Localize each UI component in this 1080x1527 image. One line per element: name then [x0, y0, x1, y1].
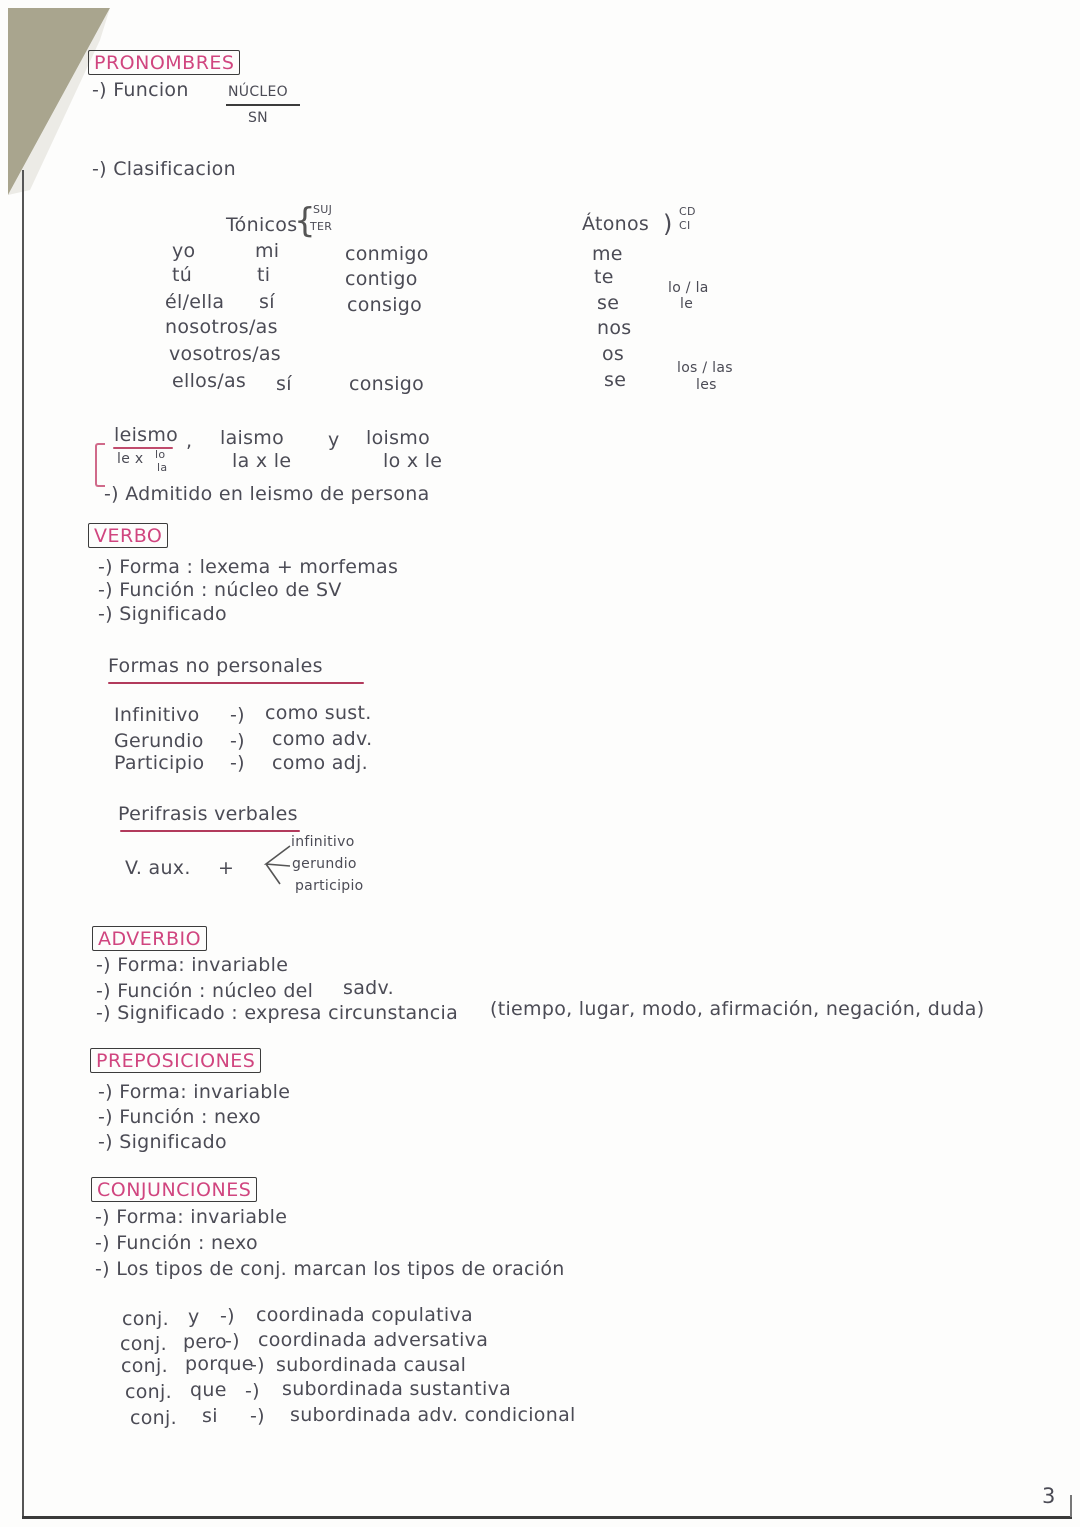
conj-word: que: [190, 1379, 227, 1401]
perifrasis-option: infinitivo: [291, 834, 355, 850]
atonos-3pl-ci: les: [696, 377, 717, 393]
section-title-adverbio: ADVERBIO: [92, 926, 207, 951]
conj-type: coordinada adversativa: [258, 1329, 489, 1351]
verbo-item: -) Función : núcleo de SV: [98, 579, 342, 601]
arrow-icon: -): [250, 1405, 265, 1427]
tonicos-cell: ti: [257, 264, 271, 286]
fraction-line: [226, 104, 300, 106]
perifrasis-heading: Perifrasis verbales: [118, 803, 298, 825]
comma: ,: [186, 430, 193, 452]
tonicos-cell: ellos/as: [172, 370, 247, 392]
atonos-brace-bottom: CI: [679, 219, 691, 232]
heading-underline: [120, 830, 300, 832]
conj-label: conj.: [125, 1381, 172, 1403]
section-title-pronombres: PRONOMBRES: [88, 50, 240, 75]
conj-label: conj.: [121, 1355, 168, 1377]
adverbio-item: -) Función : núcleo del: [96, 980, 314, 1002]
arrow-icon: -): [230, 730, 245, 752]
conj-label: conj.: [130, 1407, 177, 1429]
conj-type: subordinada causal: [276, 1354, 467, 1376]
arrow-icon: -): [230, 752, 245, 774]
tonicos-cell: mi: [255, 240, 280, 262]
arrow-icon: -): [220, 1305, 235, 1327]
folded-page-corner: [0, 0, 120, 230]
tonicos-cell: él/ella: [165, 291, 225, 313]
leismo-sub: le x: [117, 451, 144, 467]
page-edge-bottom: [22, 1516, 1072, 1519]
brace-icon: {: [294, 201, 316, 241]
laismo-sub: la x le: [232, 450, 292, 472]
forma-name: Gerundio: [114, 730, 204, 752]
section-title-conjunciones: CONJUNCIONES: [91, 1177, 257, 1202]
tonicos-cell: sí: [276, 373, 292, 395]
plus-sign: +: [218, 857, 235, 879]
atonos-3sg-cd: lo / la: [668, 280, 709, 296]
heading-underline: [108, 682, 364, 684]
loismo-term: loismo: [366, 427, 431, 449]
formas-no-personales-heading: Formas no personales: [108, 655, 323, 677]
conjunciones-item: -) Forma: invariable: [95, 1206, 288, 1228]
tonicos-cell: conmigo: [345, 243, 429, 265]
tonicos-cell: consigo: [347, 294, 423, 316]
adverbio-item: -) Significado : expresa circunstancia: [96, 1002, 459, 1024]
atonos-label: Átonos: [582, 213, 650, 235]
atonos-item: os: [602, 343, 625, 365]
tonicos-cell: vosotros/as: [169, 343, 282, 365]
forma-use: como sust.: [265, 702, 372, 724]
conj-word: si: [202, 1405, 218, 1427]
atonos-item: me: [592, 243, 623, 265]
tonicos-cell: yo: [172, 240, 196, 262]
conj-word: y: [188, 1306, 200, 1328]
tonicos-cell: nosotros/as: [165, 316, 278, 338]
clasificacion-label: -) Clasificacion: [92, 158, 236, 180]
atonos-3sg-ci: le: [680, 296, 694, 312]
conj-word: pero: [183, 1331, 227, 1353]
preposiciones-item: -) Función : nexo: [98, 1106, 261, 1128]
tonicos-cell: contigo: [345, 268, 418, 290]
atonos-item: se: [597, 292, 620, 314]
leismo-term: leismo: [114, 424, 179, 446]
page-number: 3: [1042, 1484, 1056, 1508]
conj-type: subordinada adv. condicional: [290, 1404, 576, 1426]
preposiciones-item: -) Forma: invariable: [98, 1081, 291, 1103]
leismo-sub-bottom: la: [157, 461, 168, 474]
preposiciones-item: -) Significado: [98, 1131, 227, 1153]
page-edge-left: [22, 170, 24, 1518]
pink-bracket: [95, 443, 105, 487]
atonos-item: se: [604, 369, 627, 391]
arrow-icon: -): [225, 1330, 240, 1352]
adverbio-item: -) Forma: invariable: [96, 954, 289, 976]
arrow-icon: -): [250, 1354, 265, 1376]
adverbio-funcion-extra: sadv.: [343, 977, 394, 999]
brace-icon: ): [663, 210, 673, 238]
conj-label: conj.: [122, 1308, 169, 1330]
tonicos-cell: sí: [259, 291, 275, 313]
loismo-sub: lo x le: [383, 450, 443, 472]
tonicos-cell: consigo: [349, 373, 425, 395]
forma-use: como adj.: [272, 752, 368, 774]
leismo-note: -) Admitido en leismo de persona: [104, 483, 430, 505]
forma-use: como adv.: [272, 728, 373, 750]
leismo-sub-top: lo: [155, 448, 166, 461]
conj-type: coordinada copulativa: [256, 1304, 473, 1326]
perifrasis-option: participio: [295, 878, 364, 894]
atonos-item: nos: [597, 317, 632, 339]
funcion-label: -) Funcion: [92, 79, 189, 101]
conj-label: conj.: [120, 1333, 167, 1355]
adverbio-significado-list: (tiempo, lugar, modo, afirmación, negación, duda): [490, 998, 985, 1020]
perifrasis-option: gerundio: [292, 856, 357, 872]
atonos-brace-top: CD: [679, 205, 696, 218]
forma-name: Infinitivo: [114, 704, 200, 726]
conjunciones-item: -) Función : nexo: [95, 1232, 258, 1254]
atonos-3pl-cd: los / las: [677, 360, 733, 376]
conjunction-y: y: [328, 429, 340, 451]
verbo-item: -) Forma : lexema + morfemas: [98, 556, 399, 578]
verbo-item: -) Significado: [98, 603, 227, 625]
section-title-preposiciones: PREPOSICIONES: [90, 1048, 261, 1073]
conjunciones-item: -) Los tipos de conj. marcan los tipos de oración: [95, 1258, 565, 1280]
section-title-verbo: VERBO: [88, 523, 168, 548]
tonicos-brace-bottom: TER: [310, 220, 333, 233]
tonicos-label: Tónicos: [226, 214, 298, 236]
funcion-denominator: SN: [248, 110, 268, 126]
atonos-item: te: [594, 266, 614, 288]
tonicos-cell: tú: [172, 264, 193, 286]
tonicos-brace-top: SUJ: [313, 203, 333, 216]
perifrasis-aux: V. aux.: [125, 857, 191, 879]
conj-word: porque: [185, 1353, 254, 1375]
funcion-numerator: NÚCLEO: [228, 84, 288, 100]
conj-type: subordinada sustantiva: [282, 1378, 512, 1400]
laismo-term: laismo: [220, 427, 285, 449]
page-edge-right: [1070, 1495, 1072, 1517]
arrow-icon: -): [230, 704, 245, 726]
arrow-icon: -): [245, 1380, 260, 1402]
forma-name: Participio: [114, 752, 205, 774]
